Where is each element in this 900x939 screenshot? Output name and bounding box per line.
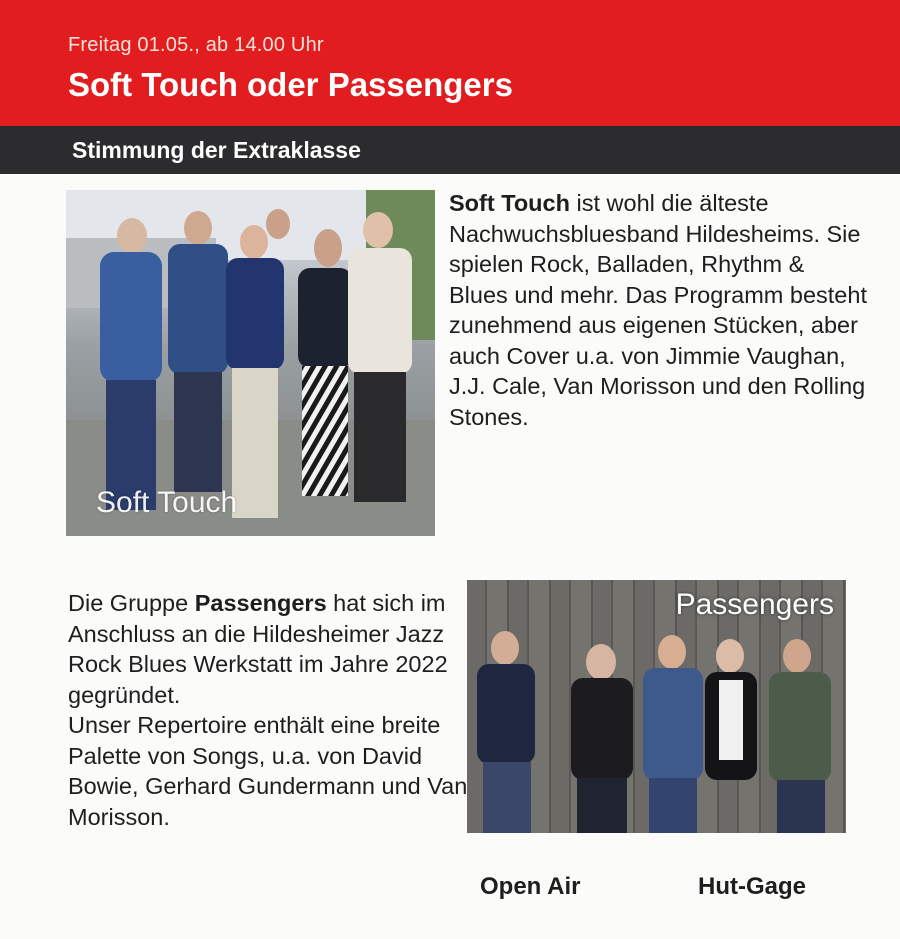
passengers-desc-part2: Unser Repertoire enthält eine breite Palette von Songs, u.a. von David Bowie, Gerhard Gundermann und Van Morisson. (68, 712, 468, 830)
soft-touch-photo-caption: Soft Touch (96, 486, 238, 519)
passengers-name: Passengers (194, 590, 327, 616)
event-header (0, 0, 900, 126)
subheading: Stimmung der Extraklasse (72, 137, 361, 163)
band-photo-illustration (66, 190, 435, 536)
passengers-desc-part1: hat sich im Anschluss an die Hildesheimer Jazz Rock Blues Werkstatt im Jahre 2022 gegründet. (68, 590, 448, 708)
hut-gage-label: Hut-Gage (698, 873, 806, 900)
event-title: Soft Touch oder Passengers (68, 66, 513, 103)
passengers-intro: Die Gruppe (68, 590, 195, 616)
passengers-photo (467, 580, 846, 833)
soft-touch-name: Soft Touch (449, 190, 570, 216)
soft-touch-desc-rest: Nachwuchsbluesband Hildesheims. Sie spielen Rock, Balladen, Rhythm & Blues und mehr. Das Programm besteht zunehmend aus eigenen Stücken, aber auch Cover u.a. von Jimmie Vaughan, J.J. Cale, Van Morisson und den Rolling Stones. (449, 220, 867, 430)
passengers-photo-caption: Passengers (675, 588, 834, 621)
soft-touch-description (449, 188, 869, 432)
soft-touch-desc-line1: ist wohl die älteste (569, 190, 769, 216)
passengers-description (68, 588, 468, 832)
event-date: Freitag 01.05., ab 14.00 Uhr (68, 34, 324, 56)
open-air-label: Open Air (480, 873, 581, 900)
soft-touch-photo (66, 190, 435, 536)
subheading-bar (0, 126, 900, 174)
